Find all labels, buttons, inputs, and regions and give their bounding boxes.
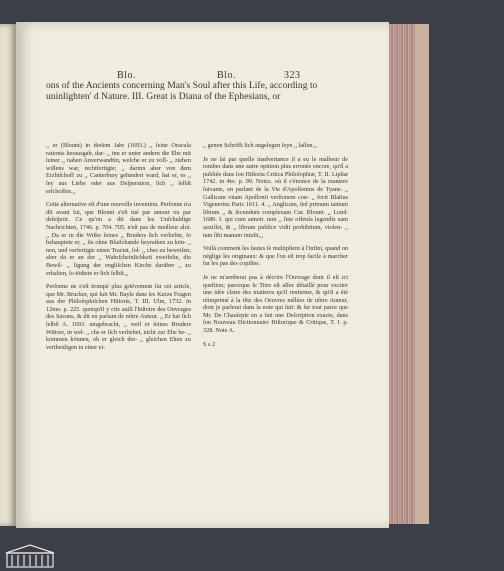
right-column [203, 142, 348, 472]
two-column-body [46, 142, 348, 472]
running-head-left: Blo. [117, 70, 136, 81]
footer-bar [0, 540, 504, 571]
paragraph: ,, er (Blount) in dieſem Jahr (1693.) ,, ſeine Oracula rationis herausgab, dar- ,, inn er unter andern die Ehe mit ſeiner ,, nahen Anverwandtin, welche er zu voll- ,, ziehen willens war, rechtfertigte; ,, darinn aber von dem Erzbiſchoff zu ,, Canterbury gehindert ward, hat er, es ,, ſey aus Liebe oder aus Deſperation, ſich ,, ſelbſt erſchoſſen.,, [46, 142, 191, 195]
document-page [16, 22, 389, 528]
page-edge-left [0, 24, 16, 526]
paragraph: ,, genen Schrifft ſich angelegen ſeyn ,, laſſen.,, [203, 142, 317, 149]
page-number: 323 [284, 70, 301, 81]
paragraph: Perſonne ne s'eſt trompé plus griévement ſur cet article, que Mr. Brucker, qui luit Mr. Bayle dans ſes Kurze Fragen aus der Philoſophiſchen Hiſtorie, T. III. Ulm, 1732. in 12mo. p. 225. quoiqu'il y cite auſſi l'hiſtoire des Ouvrages des Savans, & dit en parlant de nôtre Auteur. ,, Er hat ſich ſelbſt A. 1693. umgebracht, ,, weil er ſeines Bruders Wittwe, in wel- ,, che er ſich verliebet, nicht zur Ehe be- ,, kommen können, ob er gleich der- ,, gleichen Ehen zu vertheidigen in einer ei- [46, 283, 191, 351]
library-logo-icon [4, 543, 56, 569]
left-column [46, 142, 191, 472]
paragraph: Cette alternative eſt d'une nouvelle invention. Perſonne n'a dit avant lui, que Blount s'eſt tué par amour ou par deſeſpoir. Ce qu'on a dit dans les Unſchuldige Nachrichten, 1746. p. 704. 705. n'eſt pas de meilleur aloi. ,, Da er in die Witbe ſeines ,, Bruders ſich verliebte, ſo behauptete er, ,, ſie ohne Bluiſchande heyrathen zu kön- ,, nen, und verfertigte einen Tractat, ſol- ,, ches zu beweiſen; aber da er an der ,, Wahrſcheinlichkeit zweifelte, die Bewil- ,, ligung der engliſchen Kirche darüber ,, zu erhalten, ſo tödtete er ſich ſelbſt.,, [46, 201, 191, 277]
signature-mark: S s 2 [203, 340, 216, 348]
paragraph: Je ne m'arrêterai pas à décrire l'Ouvrage dont il eſt ici queſtion; parceque le Titre eſt aſſez détaillé pour exciter une idée claire des matieres qu'il renferme, & qu'il a été réimprimé à la tête des Oeuvres mêlées de nôtre Auteur, dont je parlerai dans la note qui ſuit: & ſur tout parce que Mr. De Chauſepie en a fait une Deſcription exacte, dans ſon Nouveau Dictionnaire Hiſtorique & Critique, T. I. p. 328. Note A. [203, 273, 348, 335]
running-head-center: Blo. [217, 70, 236, 81]
book-binding [389, 24, 415, 524]
top-paragraph: ons of the Ancients concerning Man's Soul after this Life, according to uninlighten' d Nature. III. Great is Diana of the Ephesians, or [46, 80, 318, 102]
paragraph: Voilà comment les fautes ſe multiplient à l'infini, quand on néglige les originaux: & que l'on eſt trop facile à marcher ſur les pas des copiſtes. [203, 245, 349, 268]
book-cover-edge [415, 24, 429, 524]
paragraph: Je ne ſai par quelle inadvertance il a eu le malheur de tomber dans une autre opinion plus erronée encore, qu'il a publiée dans ſon Hiſtoria Critica Philoſophiæ, T. II. Lipſiæ 1742. in 4to. p. 99. Notez. où il s'énonce de la maniere ſuivante, en parlant de la Vie d'Apollonius de Tyane. ,, Gallicam vitam Apollonii verſionem con- ,, fecit Blaſius Vigenerius Paris 1611. 4. ,, Anglicam, ſed primum tantum librum ,, & ſecundum complexam Car. Blount. ,, Lond. 1680. f. qui cum annott. non ,, ſine offenſa legendis eam auxiſſet, & ,, librum publice vidit prohibitum, violen- ,, tam ſibi manum intulit.,, [203, 155, 348, 239]
